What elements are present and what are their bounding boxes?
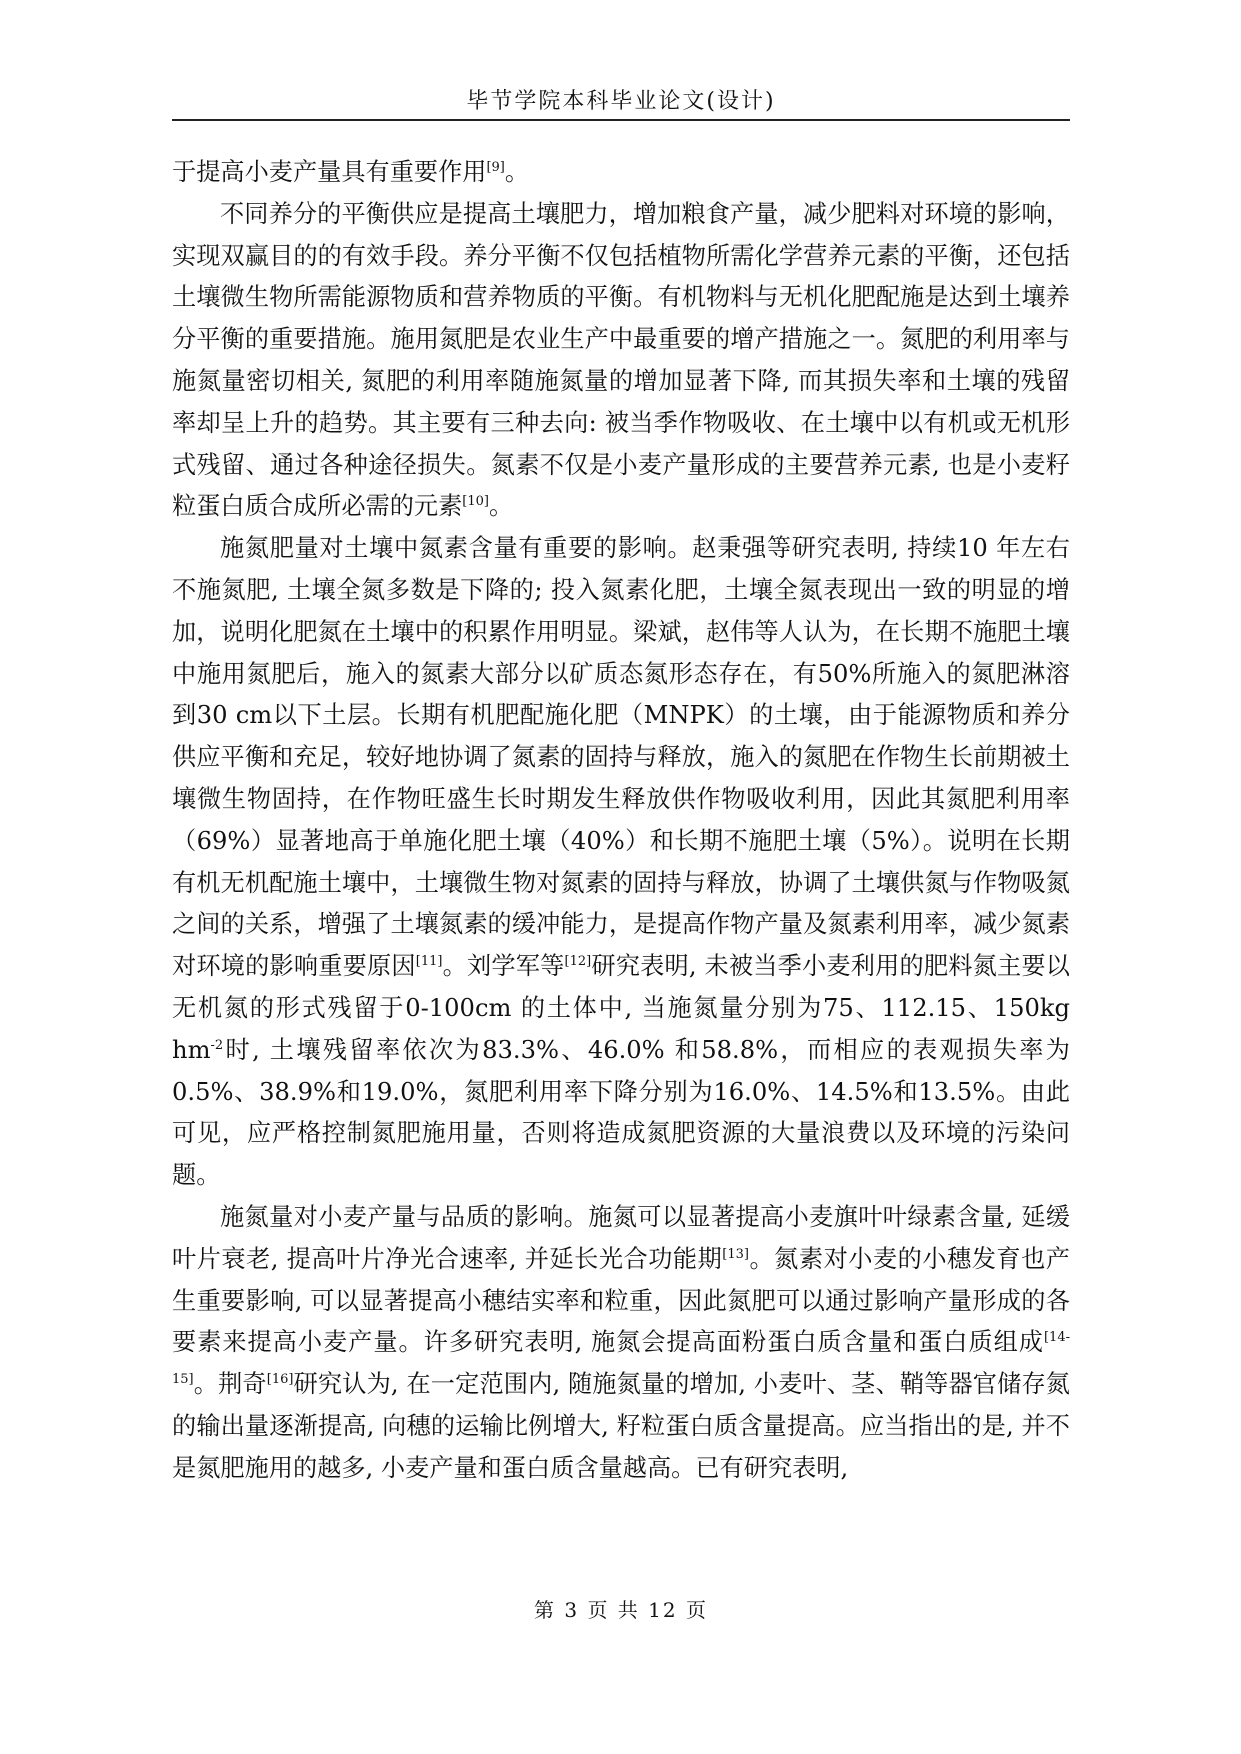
citation: [16] (266, 1372, 294, 1388)
running-header: 毕节学院本科毕业论文(设计) (466, 89, 776, 114)
paragraph-2 (172, 194, 1070, 528)
citation: [11] (415, 954, 443, 970)
text-run: 于提高小麦产量具有重要作用 (172, 158, 487, 186)
text-run: 。刘学军等 (442, 952, 565, 981)
citation: [10] (462, 494, 489, 510)
paragraph-3 (172, 528, 1070, 1197)
text-run: 。氮素对小麦的小穗发育也产生重要影响, 可以显著提高小穗结实率和粒重，因此氮肥可以通过影响产量形成的各要素来提高小麦产量。许多研究表明, 施氮会提高面粉蛋白质含量和蛋白质组成 (172, 1244, 1070, 1357)
page-number: 第 3 页 共 12 页 (534, 1598, 708, 1622)
text-run: 不同养分的平衡供应是提高土壤肥力，增加粮食产量，减少肥料对环境的影响，实现双赢目的的有效手段。养分平衡不仅包括植物所需化学营养元素的平衡，还包括土壤微生物所需能源物质和营养物质的平衡。有机物料与无机化肥配施是达到土壤养分平衡的重要措施。施用氮肥是农业生产中最重要的增产措施之一。氮肥的利用率与施氮量密切相关, 氮肥的利用率随施氮量的增加显著下降, 而其损失率和土壤的残留率却呈上升的趋势。其主要有三种去向: 被当季作物吸收、在土壤中以有机或无机形式残留、通过各种途径损失。氮素不仅是小麦产量形成的主要营养元素, 也是小麦籽粒蛋白质合成所必需的元素 (172, 199, 1070, 521)
header-rule (172, 119, 1070, 121)
text-run: 施氮量对小麦产量与品质的影响。施氮可以显著提高小麦旗叶叶绿素含量, 延缓叶片衰老, 提高叶片净光合速率, 并延长光合功能期 (172, 1202, 1070, 1273)
citation: [9] (486, 160, 505, 175)
paragraph-4 (172, 1197, 1070, 1490)
citation: [13] (722, 1246, 749, 1262)
citation: [12] (564, 954, 592, 970)
text-run: 时, 土壤残留率依次为83.3%、46.0% 和58.8%，而相应的表观损失率为0.5%、38.9%和19.0%，氮肥利用率下降分别为16.0%、14.5%和13.5%。由此可见，应严格控制氮肥施用量，否则将造成氮肥资源的大量浪费以及环境的污染问题。 (172, 1035, 1070, 1190)
text-run: 研究认为, 在一定范围内, 随施氮量的增加, 小麦叶、茎、鞘等器官储存氮的输出量逐渐提高, 向穗的运输比例增大, 籽粒蛋白质含量提高。应当指出的是, 并不是氮肥施用的越多, 小麦产量和蛋白质含量越高。已有研究表明, (172, 1370, 1070, 1482)
text-run: 。 (488, 492, 514, 521)
text-run: 施氮肥量对土壤中氮素含量有重要的影响。赵秉强等研究表明, 持续10 年左右不施氮肥, 土壤全氮多数是下降的; 投入氮素化肥，土壤全氮表现出一致的明显的增加，说明化肥氮在土壤中的积累作用明显。梁斌，赵伟等人认为，在长期不施肥土壤中施用氮肥后，施入的氮素大部分以矿质态氮形态存在，有50%所施入的氮肥淋溶到30 cm以下土层。长期有机肥配施化肥（MNPK）的土壤，由于能源物质和养分供应平衡和充足，较好地协调了氮素的固持与释放，施入的氮肥在作物生长前期被土壤微生物固持，在作物旺盛生长时期发生释放供作物吸收利用，因此其氮肥利用率（69%）显著地高于单施化肥土壤（40%）和长期不施肥土壤（5%）。说明在长期有机无机配施土壤中，土壤微生物对氮素的固持与释放，协调了土壤供氮与作物吸氮之间的关系，增强了土壤氮素的缓冲能力，是提高作物产量及氮素利用率，减少氮素对环境的影响重要原因 (172, 534, 1070, 981)
text-run: 。荆奇 (193, 1370, 267, 1399)
paragraph-1 (172, 152, 1070, 194)
unit-exponent: -2 (210, 1037, 224, 1053)
text-run: 。 (504, 158, 530, 186)
citation: [14-15] (172, 1330, 1070, 1388)
body-text (172, 152, 1070, 1490)
text-run: 研究表明, 未被当季小麦利用的肥料氮主要以无机氮的形式残留于0-100cm 的土体中, 当施氮量分别为75、112.15、150kg hm (172, 952, 1070, 1064)
